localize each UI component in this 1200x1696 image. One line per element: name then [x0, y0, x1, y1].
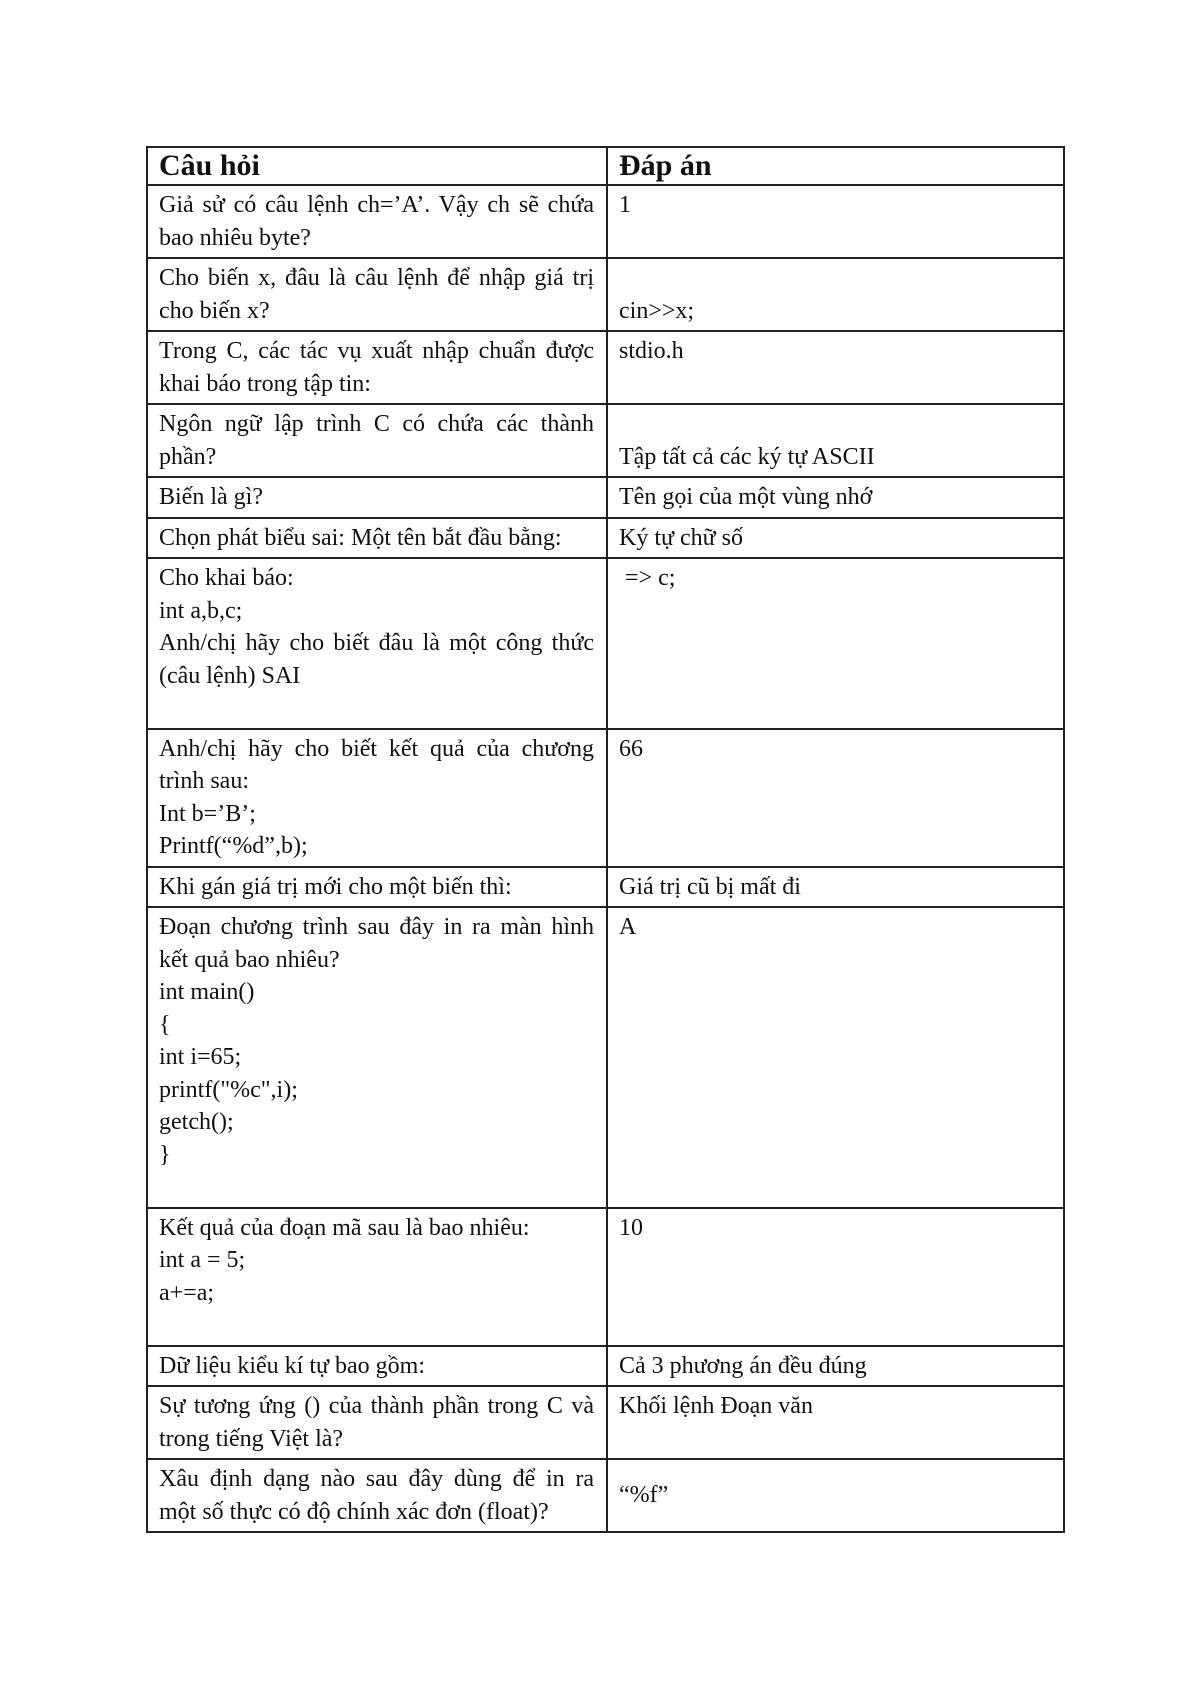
table-row	[147, 1459, 1064, 1532]
code-line: int i=65;	[159, 1044, 242, 1070]
table-row	[147, 185, 1064, 258]
question-cell	[147, 185, 607, 258]
answer-cell	[607, 1208, 1064, 1346]
question-text: Khi gán giá trị mới cho một biến thì:	[159, 873, 512, 900]
blank-line	[159, 1309, 594, 1342]
question-text: Anh/chị hãy cho biết kết quả của chương trình sau:	[159, 735, 594, 794]
code-line: int a = 5;	[159, 1247, 246, 1273]
question-text: Cho biến x, đâu là câu lệnh để nhập giá trị cho biến x?	[159, 265, 594, 324]
answer-text: A	[619, 914, 637, 940]
answer-cell	[607, 1346, 1064, 1387]
answer-cell	[607, 907, 1064, 1208]
question-text: Ngôn ngữ lập trình C có chứa các thành phần?	[159, 411, 594, 470]
answer-text: 10	[619, 1214, 643, 1241]
answer-text: 66	[619, 735, 643, 762]
question-text: Dữ liệu kiểu kí tự bao gồm:	[159, 1352, 425, 1379]
answer-text: Tên gọi của một vùng nhớ	[619, 484, 873, 510]
answer-cell	[607, 404, 1064, 477]
question-text: Anh/chị hãy cho biết đâu là một công thức (câu lệnh) SAI	[159, 630, 594, 689]
table-row	[147, 331, 1064, 404]
question-cell	[147, 867, 607, 908]
question-cell	[147, 729, 607, 867]
answer-text: cin>>x;	[619, 297, 695, 324]
answer-cell	[607, 331, 1064, 404]
answer-text: “%f”	[619, 1482, 669, 1509]
table-row	[147, 1386, 1064, 1459]
blank-line	[159, 1171, 594, 1204]
question-text: Kết quả của đoạn mã sau là bao nhiêu:	[159, 1214, 530, 1241]
question-cell	[147, 1346, 607, 1387]
question-cell	[147, 907, 607, 1208]
answer-cell	[607, 1386, 1064, 1459]
answer-text: Cả 3 phương án đều đúng	[619, 1352, 867, 1379]
answer-text: Tập tất cả các ký tự ASCII	[619, 443, 875, 470]
answer-cell	[607, 558, 1064, 729]
question-text: Chọn phát biểu sai: Một tên bắt đầu bằng:	[159, 524, 562, 551]
answer-cell	[607, 729, 1064, 867]
code-line: printf("%c",i);	[159, 1076, 298, 1103]
question-text: Cho khai báo:	[159, 565, 294, 591]
code-line: Int b=’B’;	[159, 800, 256, 827]
header-answer: Đáp án	[607, 147, 1064, 185]
question-cell	[147, 1386, 607, 1459]
question-text: Giả sử có câu lệnh ch=’A’. Vậy ch sẽ chứa bao nhiêu byte?	[159, 192, 594, 251]
table-row	[147, 1208, 1064, 1346]
answer-cell	[607, 185, 1064, 258]
table-row	[147, 1346, 1064, 1387]
answer-cell	[607, 258, 1064, 331]
question-text: Sự tương ứng () của thành phần trong C và trong tiếng Việt là?	[159, 1393, 594, 1452]
answer-text: 1	[619, 192, 631, 218]
table-header-row	[147, 147, 1064, 185]
question-text: Đoạn chương trình sau đây in ra màn hình kết quả bao nhiêu?	[159, 914, 594, 973]
answer-cell	[607, 1459, 1064, 1532]
code-line: getch();	[159, 1109, 234, 1135]
table-row	[147, 729, 1064, 867]
answer-cell	[607, 477, 1064, 518]
code-line: int a,b,c;	[159, 597, 243, 624]
question-text: Biến là gì?	[159, 484, 263, 510]
question-cell	[147, 258, 607, 331]
code-line: int main()	[159, 979, 255, 1005]
table-row	[147, 867, 1064, 908]
table-row	[147, 258, 1064, 331]
code-line: }	[159, 1141, 171, 1168]
answer-text: Khối lệnh Đoạn văn	[619, 1393, 813, 1419]
code-line: a+=a;	[159, 1279, 215, 1306]
question-cell	[147, 404, 607, 477]
question-cell	[147, 558, 607, 729]
table-row	[147, 404, 1064, 477]
qa-table	[146, 146, 1065, 1533]
question-cell	[147, 518, 607, 559]
answer-cell	[607, 518, 1064, 559]
question-text: Xâu định dạng nào sau đây dùng để in ra một số thực có độ chính xác đơn (float)?	[159, 1466, 594, 1525]
answer-cell	[607, 867, 1064, 908]
code-line: {	[159, 1011, 171, 1038]
table-row	[147, 518, 1064, 559]
table-row	[147, 558, 1064, 729]
answer-text: Giá trị cũ bị mất đi	[619, 873, 801, 900]
table-row	[147, 907, 1064, 1208]
table-row	[147, 477, 1064, 518]
question-text: Trong C, các tác vụ xuất nhập chuẩn được khai báo trong tập tin:	[159, 338, 594, 397]
blank-line	[159, 692, 594, 725]
question-cell	[147, 1208, 607, 1346]
answer-text: stdio.h	[619, 338, 684, 364]
header-question: Câu hỏi	[147, 147, 607, 185]
answer-text: => c;	[625, 565, 676, 591]
answer-text: Ký tự chữ số	[619, 524, 744, 551]
question-cell	[147, 1459, 607, 1532]
code-line: Printf(“%d”,b);	[159, 833, 308, 859]
question-cell	[147, 477, 607, 518]
question-cell	[147, 331, 607, 404]
